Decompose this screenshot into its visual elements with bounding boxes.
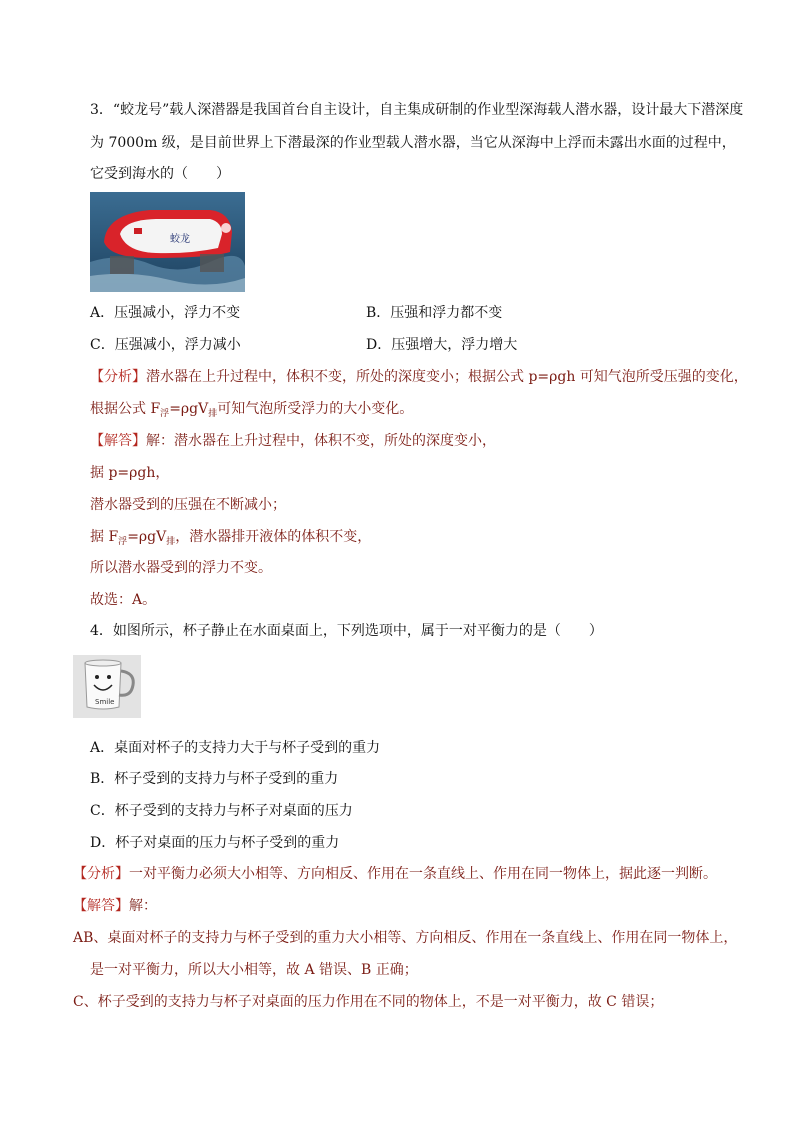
q3-option-a: A．压强减小，浮力不变 <box>90 305 241 321</box>
q3-answer-line-3: 潜水器受到的压强在不断减小； <box>90 497 286 513</box>
q4-analysis-text: 一对平衡力必须大小相等、方向相反、作用在一条直线上、作用在同一物体上，据此逐一判断。 <box>129 866 717 882</box>
q3-option-b: B．压强和浮力都不变 <box>366 305 503 321</box>
q3-stem-line-1: 3．“蛟龙号”载人深潜器是我国首台自主设计，自主集成研制的作业型深海载人潜水器，设计最大下潜深度 <box>90 102 744 118</box>
submersible-illustration <box>90 192 245 292</box>
q3-stem-line-2: 为 7000m 级，是目前世界上下潜最深的作业型载人潜水器，当它从深海中上浮而未露出水面的过程中， <box>90 135 736 151</box>
q4-answer-c: C、杯子受到的支持力与杯子对桌面的压力作用在不同的物体上，不是一对平衡力，故 C 错误； <box>73 994 664 1010</box>
submersible-photo <box>90 192 245 292</box>
q4-stem: 4．如图所示，杯子静止在水面桌面上，下列选项中，属于一对平衡力的是（ ） <box>90 623 603 639</box>
cup-smile-text: Smile <box>95 698 115 706</box>
q4-answer-label: 【解答】 <box>73 898 129 914</box>
q4-analysis-label: 【分析】 <box>73 866 129 882</box>
q3-answer-line-5: 所以潜水器受到的浮力不变。 <box>90 560 272 576</box>
submersible-name-text: 蛟龙 <box>170 234 190 245</box>
q3-answer-line-4 <box>90 527 371 552</box>
q4-answer-head <box>73 896 157 916</box>
q4-option-c: C．杯子受到的支持力与杯子对桌面的压力 <box>90 803 353 819</box>
q3-answer-text-1: 解：潜水器在上升过程中，体积不变，所处的深度变小， <box>146 433 496 449</box>
q3-analysis-sub-float: 浮 <box>160 409 170 419</box>
q3-answer-text-4b: =ρgV <box>127 529 167 545</box>
q3-choice: 故选：A。 <box>90 592 157 608</box>
q4-answer-ab-line-1: AB、桌面对杯子的支持力与杯子受到的重力大小相等、方向相反、作用在一条直线上、作用在同一物体上， <box>73 930 738 946</box>
q3-answer-label: 【解答】 <box>90 433 146 449</box>
q4-option-a: A．桌面对杯子的支持力大于与杯子受到的重力 <box>90 740 381 756</box>
q3-answer-text-4c: ，潜水器排开液体的体积不变， <box>175 529 372 545</box>
q3-option-c: C．压强减小，浮力减小 <box>90 337 241 353</box>
q3-answer-line-1 <box>90 431 496 451</box>
q4-answer-head-text: 解： <box>129 898 157 914</box>
q4-analysis <box>73 864 717 884</box>
q3-analysis-text-2a: 根据公式 F <box>90 401 161 417</box>
q4-option-d: D．杯子对桌面的压力与杯子受到的重力 <box>90 835 340 851</box>
q4-answer-ab-line-2: 是一对平衡力，所以大小相等，故 A 错误、B 正确； <box>90 962 418 978</box>
q3-analysis-label: 【分析】 <box>90 369 146 385</box>
q3-analysis-text-2c: 可知气泡所受浮力的大小变化。 <box>217 401 414 417</box>
cup-photo <box>73 655 141 718</box>
q3-answer-text-4a: 据 F <box>90 529 119 545</box>
cup-illustration <box>73 655 141 718</box>
q3-analysis-text-2b: =ρgV <box>169 401 209 417</box>
q3-stem-line-3: 它受到海水的（ ） <box>90 166 230 182</box>
q3-analysis-line-1 <box>90 367 748 387</box>
q3-answer-line-2: 据 p=ρgh， <box>90 465 170 481</box>
q3-analysis-text-1: 潜水器在上升过程中，体积不变，所处的深度变小；根据公式 p=ρgh 可知气泡所受压强的变化， <box>146 369 748 385</box>
q3-analysis-sub-disp: 排 <box>208 409 218 419</box>
q3-analysis-line-2 <box>90 399 413 424</box>
q3-answer-sub-disp: 排 <box>166 537 176 547</box>
q3-answer-sub-float: 浮 <box>118 537 128 547</box>
q4-option-b: B．杯子受到的支持力与杯子受到的重力 <box>90 771 339 787</box>
q3-option-d: D．压强增大，浮力增大 <box>366 337 518 353</box>
